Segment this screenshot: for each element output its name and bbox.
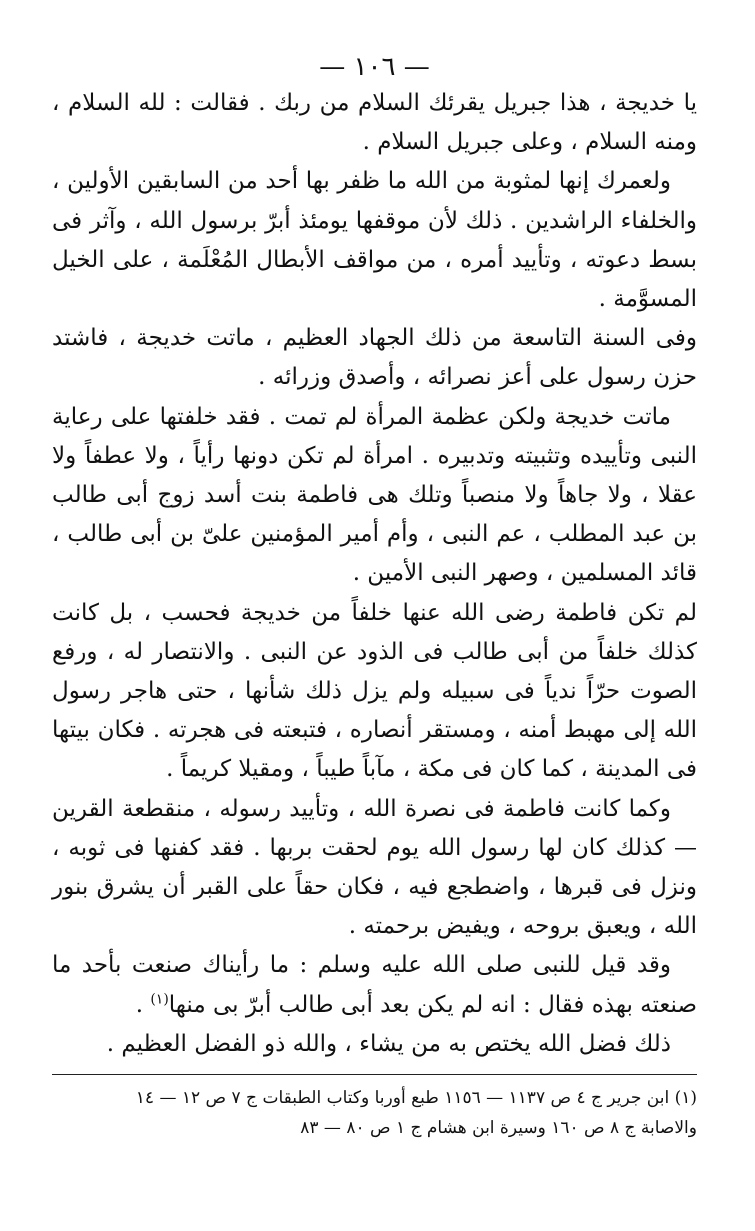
footnote-reference[interactable]: (١) [150, 991, 169, 1008]
paragraph-text: وقد قيل للنبى صلى الله عليه وسلم : ما رأيناك صنعت بأحد ما صنعته بهذه فقال : انه لم يكن بعد أبى طالب أبرّ بى منها [52, 952, 697, 1018]
paragraph: وفى السنة التاسعة من ذلك الجهاد العظيم ، ماتت خديجة ، فاشتد حزن رسول على أعز نصرائه ، وأصدق وزرائه . [52, 325, 697, 391]
paragraph: يا خديجة ، هذا جبريل يقرئك السلام من ربك . فقالت : لله السلام ، ومنه السلام ، وعلى جبريل السلام . [52, 90, 697, 156]
paragraph: ذلك فضل الله يختص به من يشاء ، والله ذو الفضل العظيم . [106, 1030, 671, 1057]
paragraph: ماتت خديجة ولكن عظمة المرأة لم تمت . فقد خلفتها على رعاية النبى وتأييده وتثبيته وتدبيره . امرأة لم تكن دونها رأياً ، ولا عطفاً ولا عقلا ، ولا جاهاً ولا منصباً وتلك هى فاطمة بنت أسد زوج أبى طالب بن عبد المطلب ، عم النبى ، وأم أمير المؤمنين علىّ بن أبى طالب ، قائد المسلمين ، وصهر النبى الأمين . [52, 403, 698, 587]
paragraph-with-footnote: وقد قيل للنبى صلى الله عليه وسلم : ما رأيناك صنعت بأحد ما صنعته بهذه فقال : انه لم يكن بعد أبى طالب أبرّ بى منها$^{(١)}$ . [52, 952, 697, 1018]
footnotes [52, 1083, 697, 1143]
footnote-line: (١) ابن جرير ج ٤ ص ١١٣٧ — ١١٥٦ طبع أوربا وكتاب الطبقات ج ٧ ص ١٢ — ١٤ [135, 1088, 697, 1109]
page-number: — ١٠٦ — [319, 52, 430, 82]
footnote-line: والاصابة ج ٨ ص ١٦٠ وسيرة ابن هشام ج ١ ص ٨٠ — ٨٣ [300, 1118, 697, 1139]
paragraph: وكما كانت فاطمة فى نصرة الله ، وتأييد رسوله ، منقطعة القرين — كذلك كان لها رسول الله يوم لحقت بربها . فقد كفنها فى ثوبه ، ونزل فى قبرها ، واضطجع فيه ، فكان حقاً على القبر أن يشرق بنور الله ، ويعبق بروحه ، ويفيض برحمته . [52, 795, 697, 940]
paragraph: ولعمرك إنها لمثوبة من الله ما ظفر بها أحد من السابقين الأولين ، والخلفاء الراشدين . ذلك لأن موقفها يومئذ أبرّ برسول الله ، وآثر فى بسط دعوته ، وتأييد أمره ، من مواقف الأبطال المُعْلَمة ، على الخيل المسوَّمة . [52, 168, 697, 313]
body-text [52, 84, 697, 1064]
paragraph: لم تكن فاطمة رضى الله عنها خلفاً من خديجة فحسب ، بل كانت كذلك خلفاً من أبى طالب فى الذود عن النبى . والانتصار له ، ورفع الصوت حرّاً ندياً فى سبيله ولم يزل ذلك شأنها ، حتى هاجر رسول الله إلى مهبط أمنه ، ومستقر أنصاره ، فتبعته فى هجرته . فكان بيتها فى المدينة ، كما كان فى مكة ، مآباً طيباً ، ومقيلا كريماً . [52, 599, 697, 783]
footnote-separator [52, 1074, 697, 1075]
